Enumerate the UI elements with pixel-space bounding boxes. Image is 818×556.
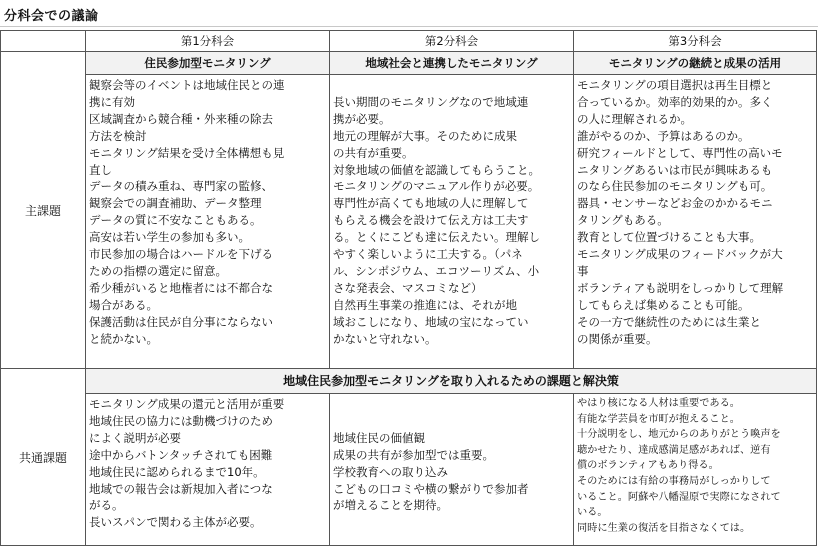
column-header-1: 第1分科会 [86,31,330,52]
text-line: タリングもある。 [577,213,669,228]
row-label-common: 共通課題 [1,369,86,546]
common-heading: 地域住民参加型モニタリングを取り入れるための課題と解決策 [86,369,817,394]
main-subtitle-2: 地域社会と連携したモニタリング [330,52,573,75]
text-line: 携が必要。 [333,111,391,126]
text-line: 研究フィールドとして、専門性の高いモ [577,145,783,160]
text-line: ル、シンポジウム、エコツーリズム、小 [333,263,540,278]
text-line: が増えることを期待。 [333,498,448,513]
text-line: 観察会での調査補助、データ整理 [89,196,262,211]
text-line: 長いスパンで関わる主体が必要。 [89,515,262,530]
text-line: 長い期間のモニタリングなので地域連 [333,94,529,109]
text-line: 十分説明をし、地元からのありがとう喚声を [577,429,781,441]
text-line: 対象地域の価値を認識してもらうこと。 [333,162,540,177]
text-line: 事 [577,263,589,278]
text-line: によく説明が必要 [89,430,181,445]
page-title: 分科会での議論 [4,9,99,24]
common-cell-3 [574,394,817,546]
text-line: の人に理解されるか。 [577,111,692,126]
main-body-3 [574,75,816,350]
text-line: 成果の共有が参加型では重要。 [333,447,494,462]
text-line: モニタリングの項目選択は再生目標と [577,78,773,92]
text-line: の関係が重要。 [577,331,658,346]
common-cell-1 [86,394,330,546]
text-line: 学校教育への取り込み [333,464,448,479]
text-line: モニタリングのマニュアル作りが必要。 [333,179,540,194]
text-line: る。とくにこども達に伝えたい。理解し [333,230,540,245]
text-line: こどもの口コミや横の繋がりで参加者 [333,481,529,496]
text-line: 合っているか。効率的効果的か。多く [577,94,773,109]
text-line: がる。 [89,498,124,513]
common-body-1 [86,394,329,533]
text-line [333,413,570,430]
text-line [333,396,570,413]
text-line: もらえる機会を設けて伝え方は工夫す [333,213,529,228]
text-line: 方法を検討 [89,128,147,143]
text-line: そのためには有給の事務局がしっかりして [577,475,771,487]
text-line: してもらえば集めることも可能。 [577,297,750,312]
text-line: さな発表会、マスコミなど） [333,280,483,295]
header-blank-cell [1,31,86,52]
text-line: 希少種がいると地権者には不都合な [89,280,273,295]
text-line: 保護活動は住民が自分事にならない [89,314,273,329]
main-body-2 [330,75,573,350]
text-line: 地域住民の協力には動機づけのため [89,413,273,428]
text-line: データの質に不安なこともある。 [89,213,262,228]
text-line: 地域住民に認められるまで10年。 [89,464,265,479]
text-line: いること。阿蘇や八幡湿原で実際になされて [577,491,781,503]
text-line [333,77,570,94]
text-line: ニタリングあるいは市民が興味あるも [577,162,773,177]
text-line: 場合がある。 [89,297,158,312]
text-line: のなら住民参加のモニタリングも可。 [577,179,773,194]
text-line: 自然再生事業の推進には、それが地 [333,297,517,312]
text-line: 専門性が高くても地域の人に理解して [333,196,529,211]
text-line: 誰がやるのか、予算はあるのか。 [577,128,750,143]
main-cell-1 [86,52,330,369]
text-line: データの積み重ね、専門家の監修、 [89,179,273,194]
text-line: かないと守れない。 [333,331,437,346]
row-label-main: 主課題 [1,52,86,369]
text-line: モニタリング成果の還元と活用が重要 [89,397,285,411]
column-header-3: 第3分科会 [574,31,817,52]
text-line: やはり核になる人材は重要である。 [577,398,740,409]
main-cell-2 [330,52,574,369]
sheet-gridline [0,26,818,27]
text-line: 直し [89,162,112,177]
text-line: その一方で継続性のためには生業と [577,314,761,329]
text-line: の共有が重要。 [333,145,414,160]
main-subtitle-3: モニタリングの継続と成果の活用 [574,52,816,75]
text-line: モニタリング成果のフィードバックが大 [577,247,783,262]
text-line: 観察会等のイベントは地域住民との連 [89,78,285,92]
main-body-1 [86,75,329,350]
common-body-3 [574,394,816,538]
common-body-2 [330,394,573,516]
text-line: モニタリング結果を受け全体構想も見 [89,145,285,160]
text-line: 地域住民の価値観 [333,430,425,445]
text-line: 携に有効 [89,94,135,109]
main-cell-3 [574,52,817,369]
text-line: 地元の理解が大事。そのために成果 [333,128,517,143]
discussion-table [0,30,817,546]
text-line: 地域での報告会は新規加入者につな [89,481,273,496]
text-line: 有能な学芸員を市町が抱えること。 [577,413,740,425]
text-line: やすく楽しいように工夫する。（パネ [333,247,523,262]
text-line: 聴かせたり、達成感満足感があれば、逆有 [577,444,771,456]
text-line: 市民参加の場合はハードルを下げる [89,247,273,262]
text-line: と続かない。 [89,331,158,346]
text-line: いる。 [577,507,608,519]
text-line: 償のボランティアもあり得る。 [577,460,719,472]
text-line: 教育として位置づけることも大事。 [577,230,761,245]
text-line: 区域調査から競合種・外来種の除去 [89,111,273,126]
text-line: ボランティアも説明をしっかりして理解 [577,280,784,295]
column-header-2: 第2分科会 [330,31,574,52]
text-line: 同時に生業の復活を目指さなくては。 [577,522,751,534]
text-line: 高安は若い学生の参加も多い。 [89,230,250,245]
text-line: 域おこしになり、地域の宝になってい [333,314,529,329]
text-line: 器具・センサーなどお金のかかるモニ [577,196,773,211]
main-subtitle-1: 住民参加型モニタリング [86,52,329,75]
text-line: 途中からバトンタッチされても困難 [89,447,273,462]
common-cell-2 [330,394,574,546]
text-line: ための指標の選定に留意。 [89,263,227,278]
